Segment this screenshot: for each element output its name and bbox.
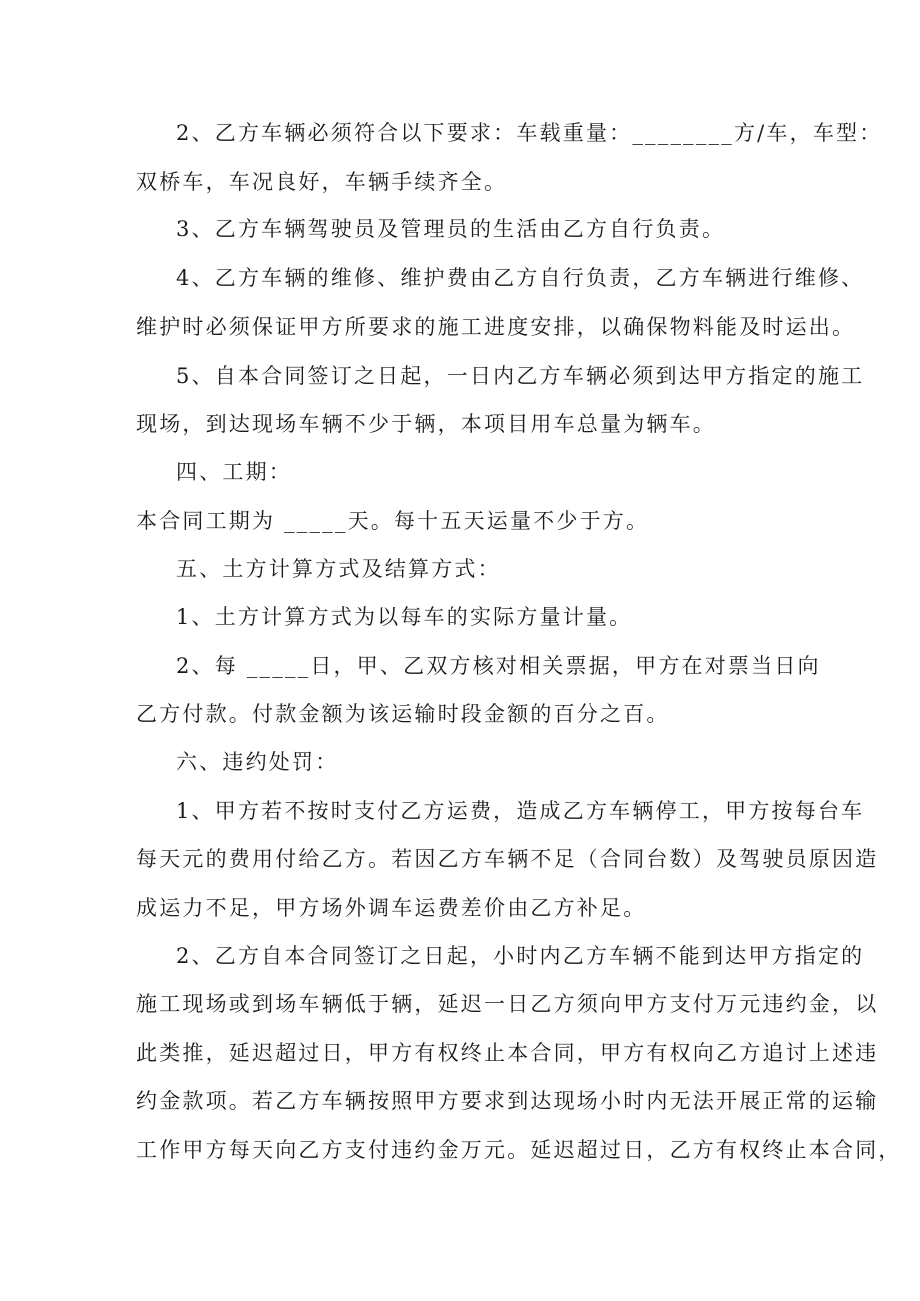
section-6-clause-1-line-3: 成运力不足，甲方场外调车运费差价由乙方补足。 <box>136 896 647 920</box>
clause-4-maintenance-line-1: 4、乙方车辆的维修、维护费由乙方自行负责，乙方车辆进行维修、 <box>176 266 865 290</box>
section-6-clause-2-line-5: 工作甲方每天向乙方支付违约金万元。延迟超过日，乙方有权终止本合同， <box>136 1138 902 1162</box>
section-4-duration: 本合同工期为 _____天。每十五天运量不少于方。 <box>136 509 650 533</box>
clause-4-maintenance-line-2: 维护时必须保证甲方所要求的施工进度安排，以确保物料能及时运出。 <box>136 315 856 339</box>
clause-5-arrival-line-1: 5、自本合同签订之日起，一日内乙方车辆必须到达甲方指定的施工 <box>176 364 865 388</box>
section-6-clause-2-line-3: 此类推，延迟超过日，甲方有权终止本合同，甲方有权向乙方追讨上述违 <box>136 1041 879 1065</box>
clause-2-vehicle-requirements-line-1: 2、乙方车辆必须符合以下要求：车载重量：________方/车，车型： <box>176 121 883 145</box>
section-6-clause-2-line-2: 施工现场或到场车辆低于辆，延迟一日乙方须向甲方支付万元违约金，以 <box>136 992 879 1016</box>
section-5-heading: 五、土方计算方式及结算方式： <box>176 557 501 581</box>
section-4-heading: 四、工期： <box>176 460 292 484</box>
clause-3-driver-living: 3、乙方车辆驾驶员及管理员的生活由乙方自行负责。 <box>176 217 726 241</box>
section-6-heading: 六、违约处罚： <box>176 750 339 774</box>
section-5-clause-1: 1、土方计算方式为以每车的实际方量计量。 <box>176 605 633 629</box>
section-6-clause-2-line-4: 约金款项。若乙方车辆按照甲方要求到达现场小时内无法开展正常的运输 <box>136 1089 879 1113</box>
clause-2-vehicle-requirements-line-2: 双桥车，车况良好，车辆手续齐全。 <box>136 170 508 194</box>
section-6-clause-2-line-1: 2、乙方自本合同签订之日起，小时内乙方车辆不能到达甲方指定的 <box>176 944 865 968</box>
section-6-clause-1-line-2: 每天元的费用付给乙方。若因乙方车辆不足（合同台数）及驾驶员原因造 <box>136 847 879 871</box>
section-5-clause-2-line-1: 2、每 _____日，甲、乙双方核对相关票据，甲方在对票当日向 <box>176 654 821 678</box>
section-5-clause-2-line-2: 乙方付款。付款金额为该运输时段金额的百分之百。 <box>136 702 670 726</box>
clause-5-arrival-line-2: 现场，到达现场车辆不少于辆，本项目用车总量为辆车。 <box>136 412 716 436</box>
section-6-clause-1-line-1: 1、甲方若不按时支付乙方运费，造成乙方车辆停工，甲方按每台车 <box>176 799 865 823</box>
